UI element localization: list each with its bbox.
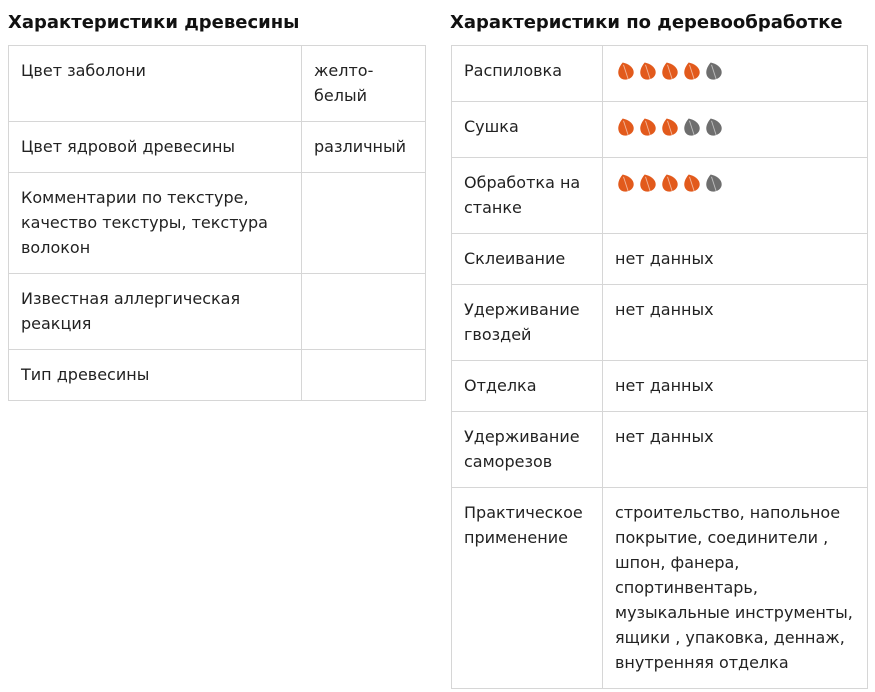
table-row: [9, 274, 426, 350]
leaf-empty-icon: [703, 116, 724, 137]
property-value: [302, 274, 426, 350]
property-rating: [603, 46, 868, 102]
property-label: Удерживание гвоздей: [452, 285, 603, 361]
property-value: нет данных: [603, 361, 868, 412]
leaf-icon: [659, 172, 680, 193]
property-rating: [603, 158, 868, 234]
table-row: [9, 350, 426, 401]
property-label: Тип древесины: [9, 350, 302, 401]
property-label: Отделка: [452, 361, 603, 412]
leaf-icon: [615, 116, 636, 137]
table-row: [452, 488, 868, 689]
leaf-icon: [659, 60, 680, 81]
leaf-empty-icon: [681, 116, 702, 137]
rating-leaves: [615, 58, 724, 83]
wood-properties-title: Характеристики древесины: [8, 12, 300, 33]
leaf-empty-icon: [703, 60, 724, 81]
property-value: [302, 173, 426, 274]
property-value: нет данных: [603, 234, 868, 285]
leaf-icon: [637, 116, 658, 137]
leaf-icon: [681, 172, 702, 193]
rating-leaves: [615, 114, 724, 139]
table-row: [9, 46, 426, 122]
property-value: нет данных: [603, 412, 868, 488]
leaf-icon: [681, 60, 702, 81]
wood-properties-table: [8, 45, 426, 401]
table-row: [9, 173, 426, 274]
table-row: [452, 285, 868, 361]
leaf-icon: [637, 172, 658, 193]
property-value: [302, 350, 426, 401]
leaf-empty-icon: [703, 172, 724, 193]
leaf-icon: [659, 116, 680, 137]
table-row: [452, 361, 868, 412]
property-label: Обработка на станке: [452, 158, 603, 234]
woodworking-table: [451, 45, 868, 689]
table-row: [452, 46, 868, 102]
leaf-icon: [615, 60, 636, 81]
table-row: [452, 102, 868, 158]
property-value: строительство, напольное покрытие, соединители , шпон, фанера, спортинвентарь, музыкальные инструменты, ящики , упаковка, деннаж, внутренняя отделка: [603, 488, 868, 689]
property-label: Сушка: [452, 102, 603, 158]
property-value: различный: [302, 122, 426, 173]
property-value: желто-белый: [302, 46, 426, 122]
leaf-icon: [637, 60, 658, 81]
table-row: [9, 122, 426, 173]
property-label: Распиловка: [452, 46, 603, 102]
property-label: Цвет ядровой древесины: [9, 122, 302, 173]
rating-leaves: [615, 170, 724, 195]
property-label: Цвет заболони: [9, 46, 302, 122]
table-row: [452, 158, 868, 234]
property-value: нет данных: [603, 285, 868, 361]
property-label: Удерживание саморезов: [452, 412, 603, 488]
leaf-icon: [615, 172, 636, 193]
property-rating: [603, 102, 868, 158]
table-row: [452, 234, 868, 285]
table-row: [452, 412, 868, 488]
property-label: Склеивание: [452, 234, 603, 285]
woodworking-title: Характеристики по деревообработке: [450, 12, 843, 33]
property-label: Практическое применение: [452, 488, 603, 689]
property-label: Комментарии по текстуре, качество текстуры, текстура волокон: [9, 173, 302, 274]
property-label: Известная аллергическая реакция: [9, 274, 302, 350]
